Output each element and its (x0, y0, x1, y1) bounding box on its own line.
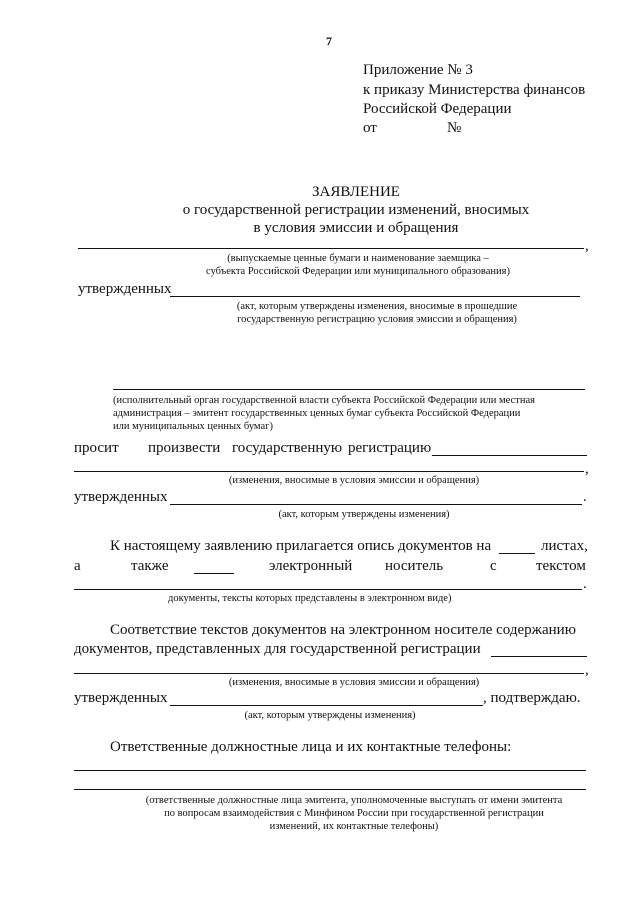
attached-text: К настоящему заявлению прилагается опись документов на (110, 538, 492, 554)
doc-subtitle-1: о государственной регистрации изменений, вносимых (182, 202, 530, 218)
appendix-line-2: к приказу Министерства финансов (363, 82, 586, 98)
officials-note-1: (ответственные должностные лица эмитента, уполномоченные выступать от имени эмитента (145, 795, 563, 806)
officials-line-2 (74, 789, 586, 790)
sheets-count-line (499, 553, 535, 554)
comma: , (585, 238, 589, 254)
organ-note-2: администрация – эмитент государственных ценных бумаг субъекта Российской Федерации (113, 408, 521, 419)
also-word-2: также (131, 558, 169, 574)
period: . (583, 489, 587, 505)
organ-note-1: (исполнительный орган государственной власти субъекта Российской Федерации или местная (113, 395, 535, 406)
also-word-6: текстом (536, 558, 586, 574)
asks-word-3: государственную (232, 440, 343, 456)
act-note-1: (акт, которым утверждены изменения, вносимые в прошедшие (236, 301, 518, 312)
page-number: 7 (326, 34, 332, 48)
officials-line-1 (74, 770, 586, 771)
media-count-line (194, 573, 234, 574)
asks-line (432, 455, 587, 456)
comma: , (585, 662, 589, 678)
organ-note-3: или муниципальных ценных бумаг) (113, 421, 273, 432)
conformity-line (491, 656, 587, 657)
changes-line-2 (74, 673, 584, 674)
officials-text: Ответственные должностные лица и их контактные телефоны: (110, 739, 512, 755)
securities-note-2: субъекта Российской Федерации или муниципального образования) (206, 266, 510, 277)
conformity-text-1: Соответствие текстов документов на электронном носителе содержанию (110, 622, 576, 638)
act-changes-note-2: (акт, которым утверждены изменения) (244, 710, 416, 721)
asks-word-4: регистрацию (348, 440, 432, 456)
officials-note-3: изменений, их контактные телефоны) (269, 821, 439, 832)
approved-label: утвержденных (78, 281, 172, 297)
also-word-4: носитель (385, 558, 444, 574)
doc-subtitle-2: в условия эмиссии и обращения (253, 220, 459, 236)
appendix-line-1: Приложение № 3 (363, 62, 473, 78)
electronic-note: документы, тексты которых представлены в электронном виде) (168, 593, 452, 604)
organ-line (113, 389, 585, 390)
appendix-line-3: Российской Федерации (363, 101, 512, 117)
conformity-text-2: документов, представленных для государственной регистрации (74, 641, 481, 657)
securities-line (78, 248, 584, 249)
act-note-2: государственную регистрацию условия эмиссии и обращения) (237, 314, 517, 325)
doc-title: ЗАЯВЛЕНИЕ (312, 184, 400, 200)
electronic-line (74, 589, 582, 590)
also-word-3: электронный (269, 558, 353, 574)
act-changes-note: (акт, которым утверждены изменения) (278, 509, 450, 520)
also-word-1: а (74, 558, 81, 574)
appendix-num: № (447, 120, 462, 136)
securities-note-1: (выпускаемые ценные бумаги и наименование заемщика – (227, 253, 489, 264)
sheets-text: листах, (541, 538, 588, 554)
confirm-text: , подтверждаю. (483, 690, 581, 706)
also-word-5: с (490, 558, 497, 574)
officials-note-2: по вопросам взаимодействия с Минфином России при государственной регистрации (164, 808, 544, 819)
approved-line (170, 296, 580, 297)
changes-note: (изменения, вносимые в условия эмиссии и обращения) (228, 475, 480, 486)
comma: , (585, 461, 589, 477)
appendix-from: от (363, 120, 377, 136)
asks-word-1: просит (74, 440, 119, 456)
approved-label-2: утвержденных (74, 489, 168, 505)
changes-note-2: (изменения, вносимые в условия эмиссии и обращения) (228, 677, 480, 688)
changes-line (74, 471, 584, 472)
approved-line-2 (170, 504, 582, 505)
period: . (583, 576, 587, 592)
approved-line-3 (170, 705, 483, 706)
asks-word-2: произвести (148, 440, 221, 456)
approved-label-3: утвержденных (74, 690, 168, 706)
